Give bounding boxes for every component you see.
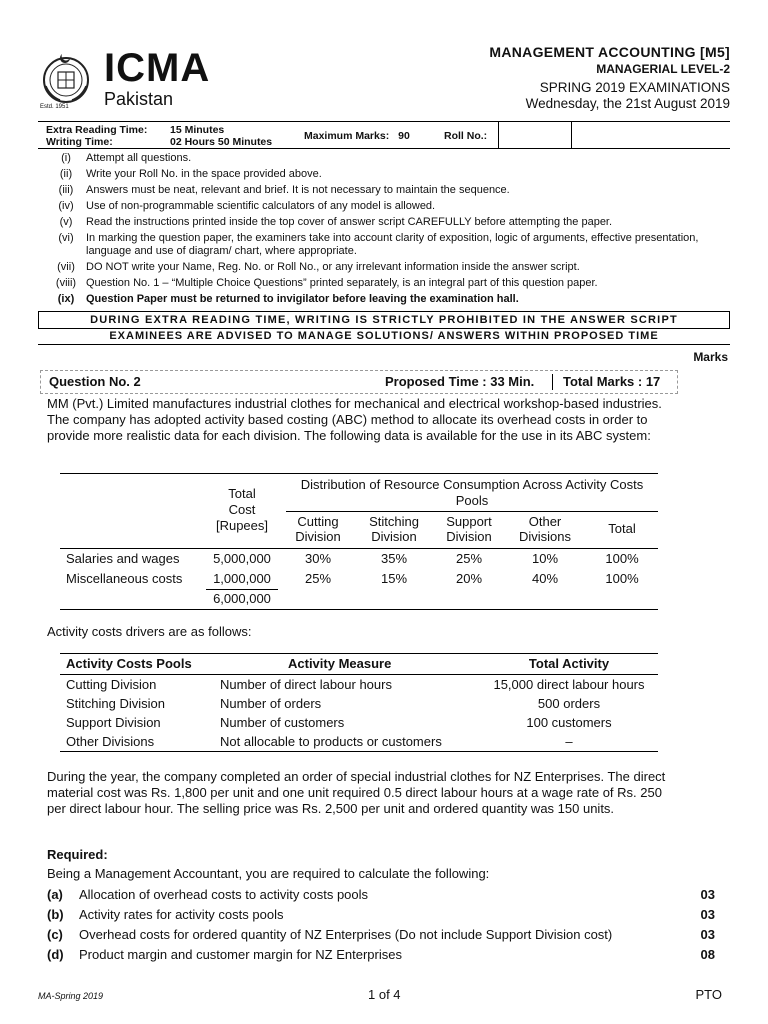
th-cost: Cost bbox=[228, 502, 256, 517]
table-row: Cutting Division Number of direct labour hours 15,000 direct labour hours bbox=[66, 677, 645, 692]
instructions-list bbox=[46, 152, 726, 306]
item-marks: 08 bbox=[700, 947, 715, 962]
total-marks: Total Marks : 17 bbox=[563, 374, 661, 389]
extra-reading-value: 15 Minutes bbox=[170, 124, 225, 136]
instruction-item: (vi) In marking the question paper, the examiners take into account clarity of exposition, logic of arguments, effective presentation, language and use of diagram/ chart, where appropriate. bbox=[58, 232, 699, 257]
th-cutting: Cutting Division bbox=[295, 514, 341, 544]
question-header bbox=[40, 370, 678, 394]
distribution-header: Distribution of Resource Consumption Across Activity Costs Pools bbox=[300, 477, 644, 508]
paper-level: MANAGERIAL LEVEL-2 bbox=[596, 62, 730, 76]
warning-banner: DURING EXTRA READING TIME, WRITING IS STRICTLY PROHIBITED IN THE ANSWER SCRIPT bbox=[38, 311, 730, 329]
resource-table bbox=[60, 473, 658, 610]
required-intro: Being a Management Accountant, you are required to calculate the following: bbox=[47, 866, 490, 881]
question-intro: MM (Pvt.) Limited manufactures industrial clothes for mechanical and electrical workshop-based industries. The company has adopted activity based costing (ABC) method to allocate its overhead costs in order to provide more realistic data for each division. The following data is available for the use in its ABC system: bbox=[47, 396, 662, 443]
roll-no-box[interactable] bbox=[498, 122, 572, 149]
instruction-item: (ii) Write your Roll No. in the space provided above. bbox=[59, 168, 322, 180]
drivers-header-row bbox=[60, 654, 658, 674]
question-title: Question No. 2 bbox=[49, 374, 141, 389]
th-total-col: Total bbox=[608, 521, 636, 536]
header-divider bbox=[552, 374, 553, 390]
icma-logo-text: ICMA bbox=[104, 46, 211, 90]
instruction-item: (ix) Question Paper must be returned to invigilator before leaving the examination hall. bbox=[57, 293, 519, 305]
drivers-intro: Activity costs drivers are as follows: bbox=[47, 624, 252, 639]
advise-banner: EXAMINEES ARE ADVISED TO MANAGE SOLUTIONS/ ANSWERS WITHIN PROPOSED TIME bbox=[38, 330, 730, 345]
instruction-item: (viii) Question No. 1 – “Multiple Choice Questions” printed separately, is an integral part of this question paper. bbox=[55, 277, 598, 289]
total-cost-row: 6,000,000 bbox=[60, 589, 658, 609]
instruction-item: (iv) Use of non-programmable scientific calculators of any model is allowed. bbox=[58, 200, 436, 212]
item-marks: 03 bbox=[700, 887, 715, 902]
exam-session: SPRING 2019 EXAMINATIONS bbox=[539, 80, 730, 95]
page-number: 1 of 4 bbox=[368, 987, 401, 1002]
required-item: (d) Product margin and customer margin for NZ Enterprises 08 bbox=[47, 947, 715, 962]
marks-label: Marks bbox=[693, 350, 728, 364]
table-row: Stitching Division Number of orders 500 orders bbox=[66, 696, 601, 711]
icma-estd: Estd. 1951 bbox=[40, 104, 69, 110]
exam-date: Wednesday, the 21st August 2019 bbox=[525, 96, 730, 111]
table-row: Salaries and wages 5,000,000 30% 35% 25% 10% 100% bbox=[66, 551, 639, 566]
paper-title: MANAGEMENT ACCOUNTING [M5] bbox=[489, 44, 730, 60]
total-cost-header bbox=[202, 486, 282, 534]
th-stitching: Stitching Division bbox=[369, 514, 419, 544]
drivers-table bbox=[60, 653, 658, 752]
th-rupees: [Rupees] bbox=[215, 518, 269, 533]
timing-values bbox=[170, 124, 272, 148]
extra-reading-label: Extra Reading Time: bbox=[46, 124, 148, 136]
header-rule bbox=[38, 121, 730, 122]
order-paragraph: During the year, the company completed an order of special industrial clothes for NZ Enterprises. The direct material cost was Rs. 1,800 per unit and one unit required 0.5 direct labour hours at a wage rate of Rs. 250 per direct labour hour. The selling price was Rs. 2,500 per unit and ordered quantity was 150 units. bbox=[47, 769, 666, 816]
max-marks-label: Maximum Marks: bbox=[304, 130, 390, 142]
table-row: Miscellaneous costs 1,000,000 25% 15% 20% 40% 100% bbox=[66, 571, 639, 586]
roll-no-label: Roll No.: bbox=[444, 130, 488, 142]
th-other: Other Divisions bbox=[518, 514, 571, 544]
th-total-activity: Total Activity bbox=[528, 656, 610, 671]
writing-label: Writing Time: bbox=[46, 136, 113, 148]
table-row: Other Divisions Not allocable to products or customers – bbox=[66, 734, 573, 749]
footer-left: MA-Spring 2019 bbox=[38, 991, 104, 1001]
item-marks: 03 bbox=[700, 907, 715, 922]
timing-labels bbox=[46, 124, 147, 148]
writing-value: 02 Hours 50 Minutes bbox=[170, 136, 273, 148]
instruction-item: (iii) Answers must be neat, relevant and brief. It is not necessary to maintain the sequence. bbox=[58, 184, 510, 196]
instruction-item: (vii) DO NOT write your Name, Reg. No. or Roll No., or any irrelevant information inside the answer script. bbox=[57, 261, 580, 273]
timing-rule bbox=[38, 148, 730, 149]
icma-seal-logo bbox=[38, 50, 94, 106]
icma-logo-country: Pakistan bbox=[104, 89, 174, 109]
max-marks-value: 90 bbox=[398, 130, 410, 142]
th-support: Support Division bbox=[446, 514, 492, 544]
required-item: (b) Activity rates for activity costs pools 03 bbox=[47, 907, 715, 922]
instruction-item: (v) Read the instructions printed inside the top cover of answer script CAREFULLY before attempting the paper. bbox=[59, 216, 613, 228]
proposed-time: Proposed Time : 33 Min. bbox=[385, 374, 535, 389]
th-measure: Activity Measure bbox=[288, 656, 392, 671]
required-heading: Required: bbox=[47, 847, 108, 862]
required-item: (c) Overhead costs for ordered quantity of NZ Enterprises (Do not include Support Division cost) 03 bbox=[47, 927, 715, 942]
instruction-item: (i) Attempt all questions. bbox=[61, 152, 192, 164]
max-marks bbox=[304, 130, 410, 142]
th-total: Total bbox=[228, 486, 256, 501]
table-row: Support Division Number of customers 100 customers bbox=[66, 715, 612, 730]
th-pools: Activity Costs Pools bbox=[66, 656, 192, 671]
required-item: (a) Allocation of overhead costs to activity costs pools 03 bbox=[47, 887, 715, 902]
footer-pto: PTO bbox=[695, 987, 722, 1002]
item-marks: 03 bbox=[700, 927, 715, 942]
